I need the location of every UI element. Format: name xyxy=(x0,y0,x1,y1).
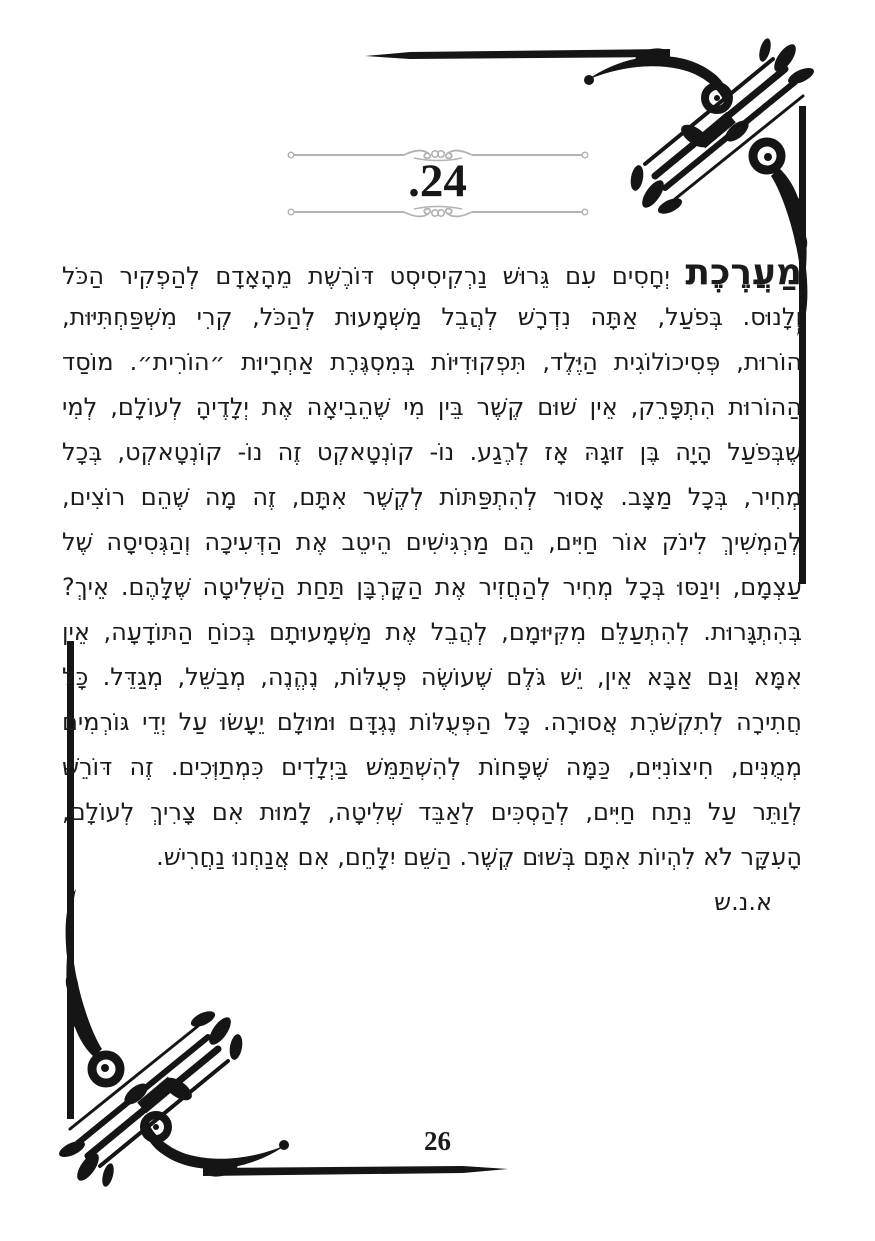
text-line: הוֹרוּת, פְּסִיכוֹלוֹגִית הַיֶּלֶד, תִּפְקוּדִיּוֹת בְּמִסְגֶּרֶת אַחְרָיוּת ״הוֹרִית״. מוֹסַד xyxy=(62,348,802,376)
signature: א.נ.ש xyxy=(714,888,772,916)
text-line: הַהוֹרוּת הִתְפָּרֵק, אֵין שׁוּם קֶשֶׁר בֵּין מִי שֶׁהֵבִיאָה אֶת יְלָדֶיהָ לְעוֹלָם, לְמִי xyxy=(62,393,802,421)
text-line: בְּהִתְגָּרוּת. לְהִתְעַלֵּם מִקִּיּוּמָם, לְהֲבֵל אֶת מַשְׁמָעוּתָם בְּכוֹחַ הַתּוֹדָעָה, אֵין xyxy=(62,618,802,646)
text-line: עַצְמָם, וִינַסּוּ בְּכָל מְחִיר לְהַחֲזִיר אֶת הַקָּרְבָּן תַּחַת הַשְּׁלִיטָה שֶׁלָּהֶם. אֵיךְ? xyxy=(62,573,802,601)
text-line: מְחִיר, בְּכָל מַצָּב. אָסוּר לְהִתְפַּתּוֹת לְקֶשֶׁר אִתָּם, זֶה מָה שֶׁהֵם רוֹצִים, xyxy=(62,483,802,511)
text-line: לְוַתֵּר עַל נֵתַח חַיִּים, לְהַסְכִּים לְאַבֵּד שְׁלִיטָה, לָמוּת אִם צָרִיךְ לְעוֹלָם, xyxy=(62,798,802,826)
text-line: אִמָּא וְגַם אַבָּא אֵין, יֵשׁ גֹּלֶם שֶׁעוֹשֶׂה פְּעֻלּוֹת, נֶהֱנֶה, מְבַשֵּׁל, מְגַדֵּל. כָּל xyxy=(62,663,802,691)
chapter-number: .24 xyxy=(408,155,467,207)
text-line: מַעֲרֶכֶת יְחָסִים עִם גֵּרוּשׁ נַרְקִיסִיסְט דּוֹרֶשֶׁת מֵהָאָדָם לְהַפְקִיר הַכֹּל xyxy=(62,252,802,293)
lead-word: מַעֲרֶכֶת xyxy=(685,252,802,293)
body-text xyxy=(62,250,802,925)
chapter-divider-icon xyxy=(286,204,590,220)
text-line: וְלָנוּס. בְּפֹעַל, אַתָּה נִדְרָשׁ לְהֲבֵל מַשְׁמָעוּת לְהַכֹּל, קְרִי מִשְׁפַּחְתִּיּוּת, xyxy=(62,303,802,331)
text-line: מְמֻנִּים, חִיצוֹנִיִּים, כַּמָּה שֶׁפָּחוֹת לְהִשְׁתַּמֵּשׁ בַּיְלָדִים כִּמְתַוְּכִים. זֶה דּוֹרֵשׁ xyxy=(62,753,802,781)
page-number: 26 xyxy=(424,1126,451,1156)
text-line: חֲתִירָה לְתִקְשֹׁרֶת אֲסוּרָה. כָּל הַפְּעֻלּוֹת נֶגְדָּם וּמוּלָם יֵעָשׂוּ עַל יְדֵי גּוֹרְמִים xyxy=(62,708,802,736)
text-line: שֶׁבְּפֹעַל הָיָה בֶּן זוּגָהּ אָז לְרֶגַע. נוֹ- קוֹנְטָאקְט זֶה נוֹ- קוֹנְטָאקְט, בְּכָל xyxy=(62,438,802,466)
text-line: הָעִקָּר לֹא לִהְיוֹת אִתָּם בְּשׁוּם קֶשֶׁר. הַשֵּׁם יִלָּחֵם, אִם אֲנַחְנוּ נַחֲרִישׁ. xyxy=(156,843,802,871)
text-line: לְהַמְשִׁיךְ לִינֹק אוֹר חַיִּים, הֵם מַרְגִּישִׁים הֵיטֵב אֶת הַדְּעִיכָה וְהַגְּסִיסָה שֶׁל xyxy=(62,528,802,556)
